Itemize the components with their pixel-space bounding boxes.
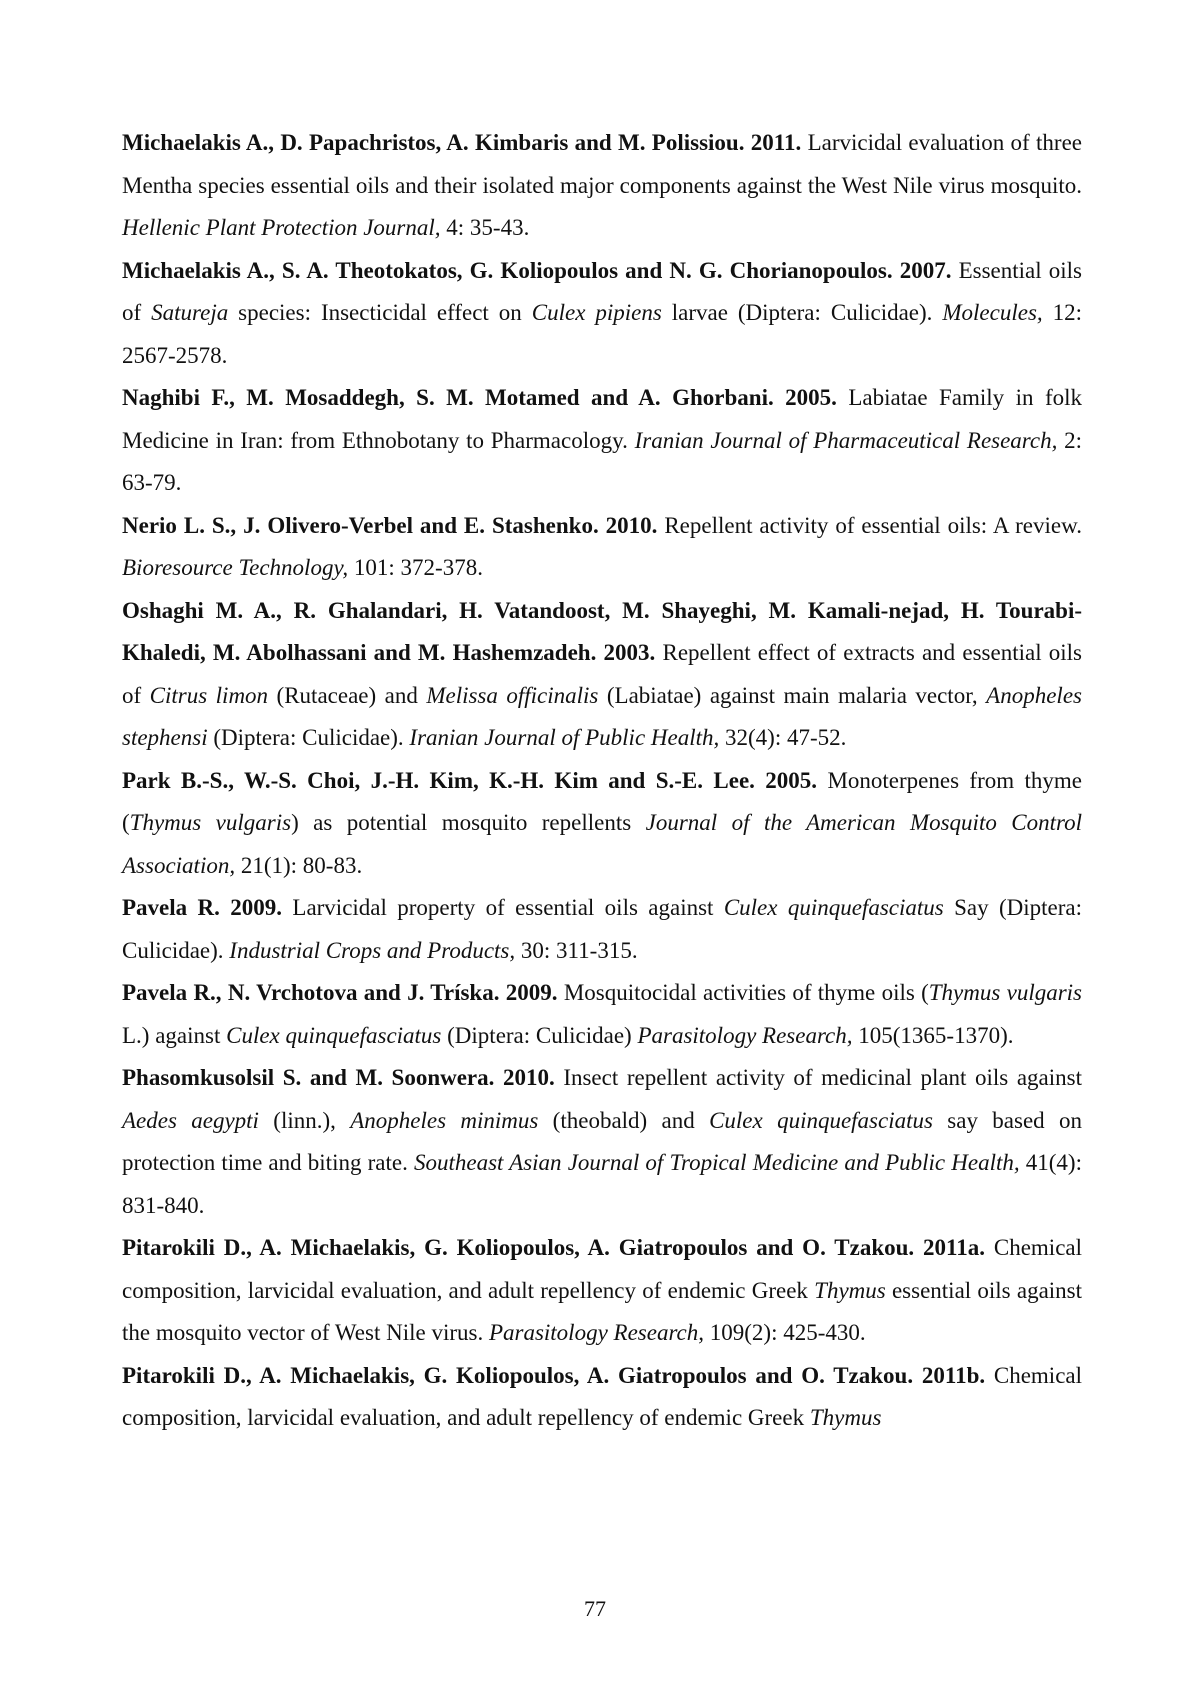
reference-entry (122, 972, 1082, 1057)
reference-entry (122, 1227, 1082, 1355)
reference-entry (122, 590, 1082, 760)
reference-italic-text: Industrial Crops and Products, (229, 937, 516, 963)
reference-text: 21(1): 80-83. (235, 852, 363, 878)
reference-text: 105(1365-1370). (852, 1022, 1014, 1048)
reference-italic-text: Anopheles stephensi (122, 682, 1082, 750)
reference-text: 101: 372-378. (348, 555, 483, 580)
reference-list (122, 122, 1082, 1440)
reference-italic-text: Culex quinquefasciatus (709, 1107, 933, 1133)
reference-text: ) as potential mosquito repellents (291, 810, 646, 835)
reference-authors: Park B.-S., W.-S. Choi, J.-H. Kim, K.-H. Kim and S.-E. Lee. 2005. (122, 767, 818, 793)
reference-italic-text: Journal of the American Mosquito Control Association, (122, 810, 1082, 878)
reference-italic-text: Thymus vulgaris (129, 810, 292, 835)
reference-italic-text: Molecules, (942, 300, 1043, 325)
reference-authors: Pitarokili D., A. Michaelakis, G. Koliopoulos, A. Giatropoulos and O. Tzakou. 2011a. (122, 1235, 985, 1260)
reference-text: Repellent effect of extracts and essential oils of (122, 640, 1083, 708)
reference-authors: Naghibi F., M. Mosaddegh, S. M. Motamed and A. Ghorbani. 2005. (122, 385, 837, 410)
reference-italic-text: Hellenic Plant Protection Journal, (122, 215, 441, 240)
reference-italic-text: Thymus vulgaris (928, 980, 1082, 1005)
reference-text: Essential oils of (122, 257, 1082, 325)
reference-authors: Michaelakis A., S. A. Theotokatos, G. Koliopoulos and N. G. Chorianopoulos. 2007. (122, 257, 952, 283)
reference-text: larvae (Diptera: Culicidae). (661, 300, 943, 325)
reference-authors: Michaelakis A., D. Papachristos, A. Kimbaris and M. Polissiou. 2011. (122, 130, 802, 155)
reference-text: 2: 63-79. (122, 427, 1083, 495)
reference-italic-text: Culex pipiens (531, 300, 662, 325)
page-number: 77 (584, 1596, 606, 1621)
reference-italic-text: Anopheles minimus (350, 1107, 539, 1133)
reference-text: Chemical composition, larvicidal evaluation, and adult repellency of endemic Greek (122, 1235, 1082, 1303)
reference-entry (122, 760, 1082, 888)
reference-text: (Diptera: Culicidae) (441, 1022, 638, 1048)
reference-italic-text: Parasitology Research, (488, 1320, 705, 1345)
reference-entry (122, 887, 1082, 972)
reference-text: 32(4): 47-52. (719, 725, 847, 750)
reference-italic-text: Thymus (814, 1277, 886, 1303)
reference-entry (122, 505, 1082, 590)
reference-italic-text: Culex quinquefasciatus (226, 1022, 442, 1048)
reference-text: 41(4): 831-840. (122, 1150, 1082, 1218)
reference-text: Larvicidal evaluation of three Mentha species essential oils and their isolated major components against the West Nile virus mosquito. (122, 130, 1082, 198)
reference-text: L.) against (122, 1022, 227, 1048)
reference-text: (Rutaceae) and (268, 682, 427, 708)
reference-entry (122, 122, 1082, 250)
reference-italic-text: Aedes aegypti (122, 1107, 259, 1133)
reference-authors: Nerio L. S., J. Olivero-Verbel and E. Stashenko. 2010. (122, 512, 658, 538)
reference-italic-text: Citrus limon (149, 682, 269, 708)
reference-text: 30: 311-315. (515, 937, 638, 963)
reference-italic-text: Bioresource Technology, (122, 555, 349, 580)
reference-authors: Oshaghi M. A., R. Ghalandari, H. Vatandoost, M. Shayeghi, M. Kamali-nejad, H. Tourabi-Khaledi, M. Abolhassani and M. Hashemzadeh. 2003. (122, 597, 1082, 665)
reference-italic-text: Melissa officinalis (426, 682, 599, 708)
reference-text: Mosquitocidal activities of thyme oils ( (557, 980, 929, 1005)
reference-text: 109(2): 425-430. (704, 1320, 866, 1345)
reference-entry (122, 250, 1082, 378)
reference-italic-text: Thymus (809, 1405, 882, 1430)
reference-entry (122, 1057, 1082, 1227)
reference-text: (Diptera: Culicidae). (207, 725, 410, 750)
reference-italic-text: Satureja (151, 300, 229, 325)
reference-text: 12: 2567-2578. (122, 300, 1082, 368)
reference-text: Monoterpenes from thyme ( (122, 767, 1082, 835)
reference-text: Labiatae Family in folk Medicine in Iran: from Ethnobotany to Pharmacology. (122, 385, 1082, 453)
reference-text: Larvicidal property of essential oils against (282, 895, 724, 920)
reference-authors: Pavela R. 2009. (122, 895, 283, 920)
reference-authors: Phasomkusolsil S. and M. Soonwera. 2010. (122, 1065, 555, 1090)
reference-text: 4: 35-43. (440, 215, 530, 240)
reference-authors: Pavela R., N. Vrchotova and J. Tríska. 2009. (122, 980, 558, 1005)
reference-italic-text: Southeast Asian Journal of Tropical Medicine and Public Health, (413, 1150, 1020, 1175)
reference-text: Repellent activity of essential oils: A review. (657, 512, 1082, 538)
reference-text: essential oils against the mosquito vector of West Nile virus. (122, 1277, 1083, 1345)
reference-text: say based on protection time and biting rate. (122, 1107, 1082, 1175)
reference-italic-text: Parasitology Research, (637, 1022, 853, 1048)
reference-text: (theobald) and (538, 1107, 710, 1133)
reference-italic-text: Culex quinquefasciatus (723, 895, 944, 920)
reference-entry (122, 377, 1082, 505)
reference-entry (122, 1355, 1082, 1440)
reference-text: Say (Diptera: Culicidae). (122, 895, 1082, 963)
reference-text: species: Insecticidal effect on (228, 300, 532, 325)
reference-italic-text: Iranian Journal of Pharmaceutical Research, (634, 427, 1058, 453)
reference-authors: Pitarokili D., A. Michaelakis, G. Koliopoulos, A. Giatropoulos and O. Tzakou. 2011b. (122, 1362, 986, 1388)
reference-text: Insect repellent activity of medicinal plant oils against (554, 1065, 1082, 1090)
reference-text: Chemical composition, larvicidal evaluation, and adult repellency of endemic Greek (122, 1362, 1082, 1430)
reference-text: (linn.), (258, 1107, 351, 1133)
reference-text: (Labiatae) against main malaria vector, (598, 682, 987, 708)
reference-italic-text: Iranian Journal of Public Health, (409, 725, 720, 750)
